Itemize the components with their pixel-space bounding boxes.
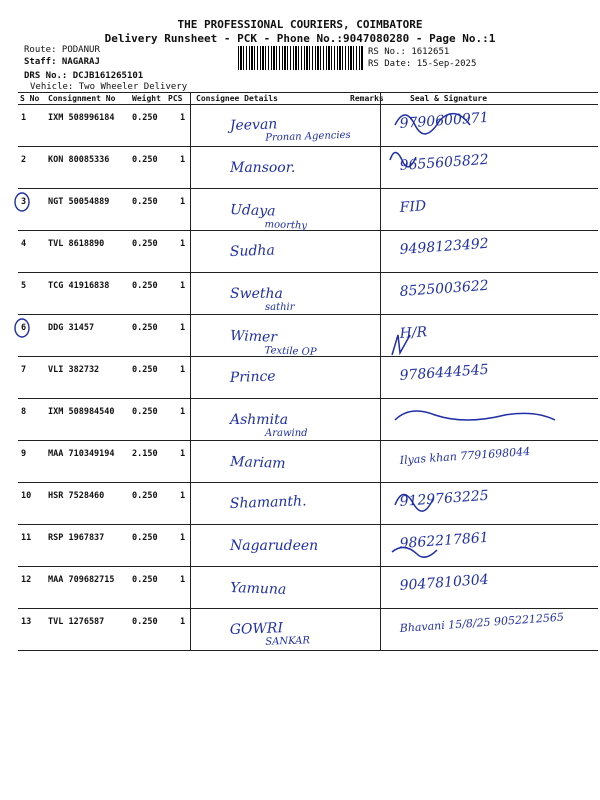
row-sno: 8 — [21, 407, 27, 417]
handwritten-signature: Ilyas khan 7791698044 — [399, 444, 531, 467]
row-sno: 5 — [21, 281, 27, 291]
row-pcs: 1 — [180, 197, 186, 207]
vehicle-label: Vehicle: Two Wheeler Delivery — [30, 82, 188, 92]
row-consignment: MAA 710349194 — [48, 449, 115, 459]
row-consignment: DDG 31457 — [48, 323, 95, 333]
row-weight: 0.250 — [132, 197, 158, 207]
row-consignment: NGT 50054889 — [48, 197, 110, 207]
row-weight: 0.250 — [132, 407, 158, 417]
handwritten-consignee: Udayamoorthy — [229, 202, 308, 232]
row-pcs: 1 — [180, 281, 186, 291]
row-sno: 2 — [21, 155, 27, 165]
row-pcs: 1 — [180, 239, 186, 249]
handwritten-signature: 9790600971 — [399, 109, 490, 132]
row-sno: 6 — [21, 323, 27, 333]
handwritten-consignee: Ashmita Arawind — [230, 412, 308, 439]
row-pcs: 1 — [180, 533, 186, 543]
row-pcs: 1 — [180, 407, 186, 417]
row-weight: 0.250 — [132, 281, 158, 291]
row-consignment: TVL 8618890 — [48, 239, 105, 249]
row-consignment: MAA 709682715 — [48, 575, 115, 585]
row-weight: 2.150 — [132, 449, 158, 459]
drs-number: DRS No.: DCJB161265101 — [24, 71, 144, 81]
company-title: THE PROFESSIONAL COURIERS, COIMBATORE — [177, 18, 423, 31]
row-weight: 0.250 — [132, 491, 158, 501]
row-sno: 10 — [21, 491, 32, 501]
signature-scribble — [395, 411, 555, 420]
handwritten-signature: 9786444545 — [399, 361, 490, 384]
row-pcs: 1 — [180, 323, 186, 333]
staff-label: Staff: NAGARAJ — [24, 57, 100, 67]
handwritten-signature: Bhavani 15/8/25 9052212565 — [399, 610, 565, 635]
circle-mark — [15, 319, 29, 337]
row-consignment: HSR 7528460 — [48, 491, 105, 501]
row-weight: 0.250 — [132, 617, 158, 627]
handwritten-consignee: Swetha sathir — [230, 286, 295, 313]
handwritten-signature: 9129763225 — [399, 487, 490, 510]
col-weight: Weight — [132, 94, 161, 103]
handwritten-signature: H/R — [399, 324, 428, 342]
row-weight: 0.250 — [132, 533, 158, 543]
row-weight: 0.250 — [132, 575, 158, 585]
handwritten-signature: 9862217861 — [399, 529, 490, 552]
row-consignment: TCG 41916838 — [48, 281, 110, 291]
row-weight: 0.250 — [132, 323, 158, 333]
handwritten-signature: 8525003622 — [399, 277, 490, 300]
col-remarks: Remarks — [350, 94, 384, 103]
handwritten-consignee: JeevanPronan Agencies — [229, 116, 351, 144]
row-pcs: 1 — [180, 617, 186, 627]
row-sno: 11 — [21, 533, 32, 543]
row-pcs: 1 — [180, 365, 186, 375]
row-sno: 9 — [21, 449, 27, 459]
row-consignment: IXM 508996184 — [48, 113, 115, 123]
handwritten-consignee: GOWRISANKAR — [229, 620, 311, 648]
handwritten-consignee: Nagarudeen — [230, 538, 319, 554]
row-sno: 12 — [21, 575, 32, 585]
row-sno: 3 — [21, 197, 27, 207]
route-label: Route: PODANUR — [24, 45, 100, 55]
col-consignment: Consignment No — [48, 94, 116, 103]
handwritten-signature: 9498123492 — [399, 235, 490, 258]
col-sno: S No — [20, 94, 40, 103]
handwritten-consignee: Prince — [229, 368, 276, 386]
handwritten-consignee: Shamanth. — [229, 493, 307, 512]
row-sno: 13 — [21, 617, 32, 627]
row-consignment: TVL 1276587 — [48, 617, 105, 627]
handwritten-consignee: Mariam — [229, 454, 286, 472]
circle-mark — [15, 193, 29, 211]
handwritten-signature: FID — [399, 198, 427, 216]
handwritten-consignee: Sudha — [229, 242, 276, 260]
handwritten-consignee: Mansoor. — [230, 160, 296, 176]
row-sno: 7 — [21, 365, 27, 375]
row-sno: 1 — [21, 113, 27, 123]
col-seal-signature: Seal & Signature — [410, 94, 488, 103]
row-weight: 0.250 — [132, 365, 158, 375]
row-pcs: 1 — [180, 155, 186, 165]
row-sno: 4 — [21, 239, 27, 249]
row-consignment: KON 80085336 — [48, 155, 110, 165]
rs-date: RS Date: 15-Sep-2025 — [368, 59, 477, 69]
handwritten-consignee: WimerTextile OP — [229, 328, 317, 359]
row-weight: 0.250 — [132, 155, 158, 165]
row-consignment: IXM 508984540 — [48, 407, 115, 417]
row-pcs: 1 — [180, 575, 186, 585]
row-weight: 0.250 — [132, 113, 158, 123]
col-consignee: Consignee Details — [196, 94, 278, 103]
row-weight: 0.250 — [132, 239, 158, 249]
handwritten-signature: 9655605822 — [399, 151, 490, 174]
row-consignment: VLI 382732 — [48, 365, 100, 375]
row-pcs: 1 — [180, 449, 186, 459]
runsheet-subtitle: Delivery Runsheet - PCK - Phone No.:9047080280 - Page No.:1 — [104, 32, 496, 45]
row-consignment: RSP 1967837 — [48, 533, 105, 543]
row-pcs: 1 — [180, 113, 186, 123]
col-pcs: PCS — [168, 94, 183, 103]
handwritten-consignee: Yamuna — [229, 580, 287, 598]
rs-number: RS No.: 1612651 — [368, 47, 450, 57]
handwritten-signature: 9047810304 — [399, 571, 490, 594]
row-pcs: 1 — [180, 491, 186, 501]
